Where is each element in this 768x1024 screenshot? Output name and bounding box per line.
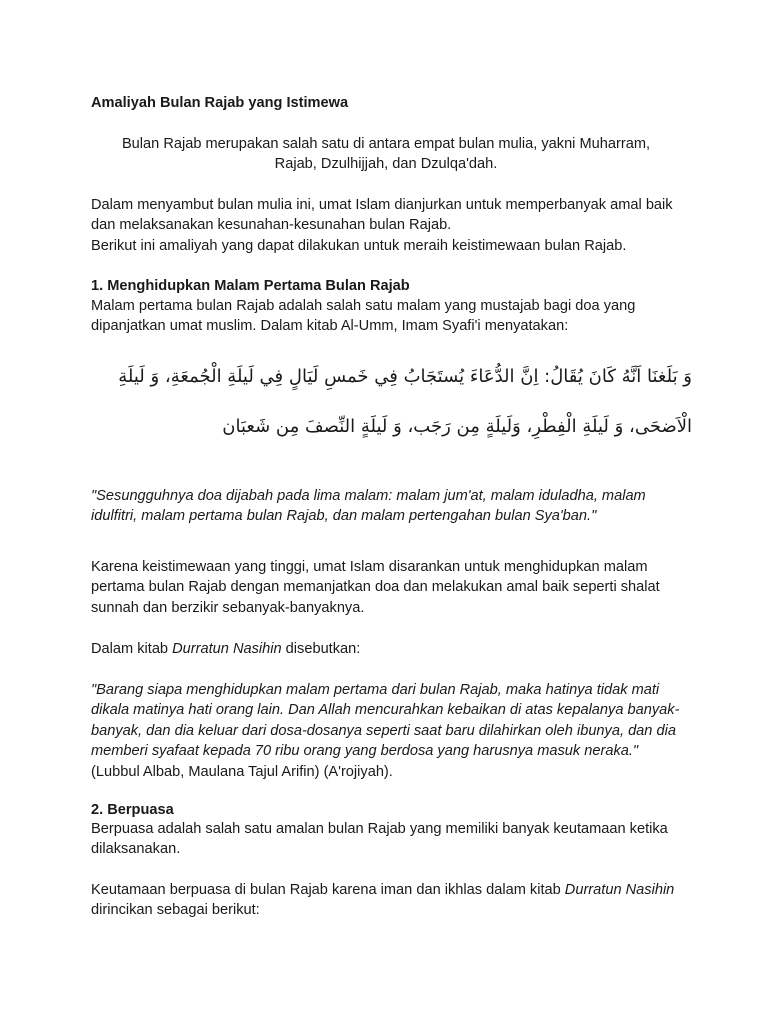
intro-centered-paragraph: Bulan Rajab merupakan salah satu di antara empat bulan mulia, yakni Muharram, Rajab, Dzulhijjah, dan Dzulqa'dah. [121,136,651,173]
document-title: Amaliyah Bulan Rajab yang Istimewa [91,95,349,111]
intro-text-2: Berikut ini amaliyah yang dapat dilakukan untuk meraih keistimewaan bulan Rajab. [91,237,627,254]
p3-suffix: disebutkan: [281,641,361,657]
p2-suffix: dirincikan sebagai berikut: [91,902,260,919]
quote-2-source: (Lubbul Albab, Maulana Tajul Arifin) (A'rojiyah). [91,763,393,780]
quote-2-text: "Barang siapa menghidupkan malam pertama dari bulan Rajab, maka hatinya tidak mati dikala matinya hati orang lain. Dan Allah mencurahkan kebaikan di atas kepalanya banyak-banyak, dan dia keluar dari dosa-dosanya seperti saat baru dilahirkan oleh ibunya, dan dia memberi syafaat kepada 70 ribu orang yang berdosa yang harusnya masuk neraka." [91,682,680,760]
intro-text-1: Dalam menyambut bulan mulia ini, umat Islam dianjurkan untuk memperbanyak amal baik dan melaksanakan kesunahan-kesunahan bulan Rajab. [91,197,673,234]
quote-block-2 [91,680,681,782]
intro-paragraph [91,195,681,256]
section1-paragraph-3 [91,639,681,659]
p3-prefix: Dalam kitab [91,641,173,657]
section2-paragraph-2 [91,880,681,921]
p2-prefix: Keutamaan berpuasa di bulan Rajab karena iman dan ikhlas dalam kitab [91,882,565,898]
section2-paragraph-1: Berpuasa adalah salah satu amalan bulan Rajab yang memiliki banyak keutamaan ketika dilaksanakan. [91,821,668,858]
section1-paragraph-2: Karena keistimewaan yang tinggi, umat Islam disarankan untuk menghidupkan malam pertama bulan Rajab dengan memanjatkan doa dan melakukan amal baik seperti shalat sunnah dan berzikir sebanyak-banyaknya. [91,559,660,616]
quote-translation: "Sesungguhnya doa dijabah pada lima malam: malam jum'at, malam iduladha, malam idulfitri, malam pertama bulan Rajab, dan malam pertengahan bulan Sya'ban." [91,488,646,525]
arabic-quote: وَ بَلَغنَا اَنَّهُ كَانَ يُقَالُ: اِنَّ الدُّعَاءَ يُستَجَابُ فِي خَمسِ لَيَالٍ فِي لَيلَةِ الْجُمعَةِ، وَ لَيلَةِ الْاَضحَى، وَ لَيلَةِ الْفِطْرِ، وَلَيلَةٍ مِن رَجَب، وَ لَيلَةٍ النِّصفَ مِن شَعبَان [118,366,692,437]
section1-heading: 1. Menghidupkan Malam Pertama Bulan Rajab [91,278,410,294]
book-title: Durratun Nasihin [172,641,282,657]
section1-paragraph-1: Malam pertama bulan Rajab adalah salah satu malam yang mustajab bagi doa yang dipanjatkan umat muslim. Dalam kitab Al-Umm, Imam Syafi'i menyatakan: [91,298,636,335]
section2-heading: 2. Berpuasa [91,802,174,818]
book-title-2: Durratun Nasihin [564,882,675,898]
